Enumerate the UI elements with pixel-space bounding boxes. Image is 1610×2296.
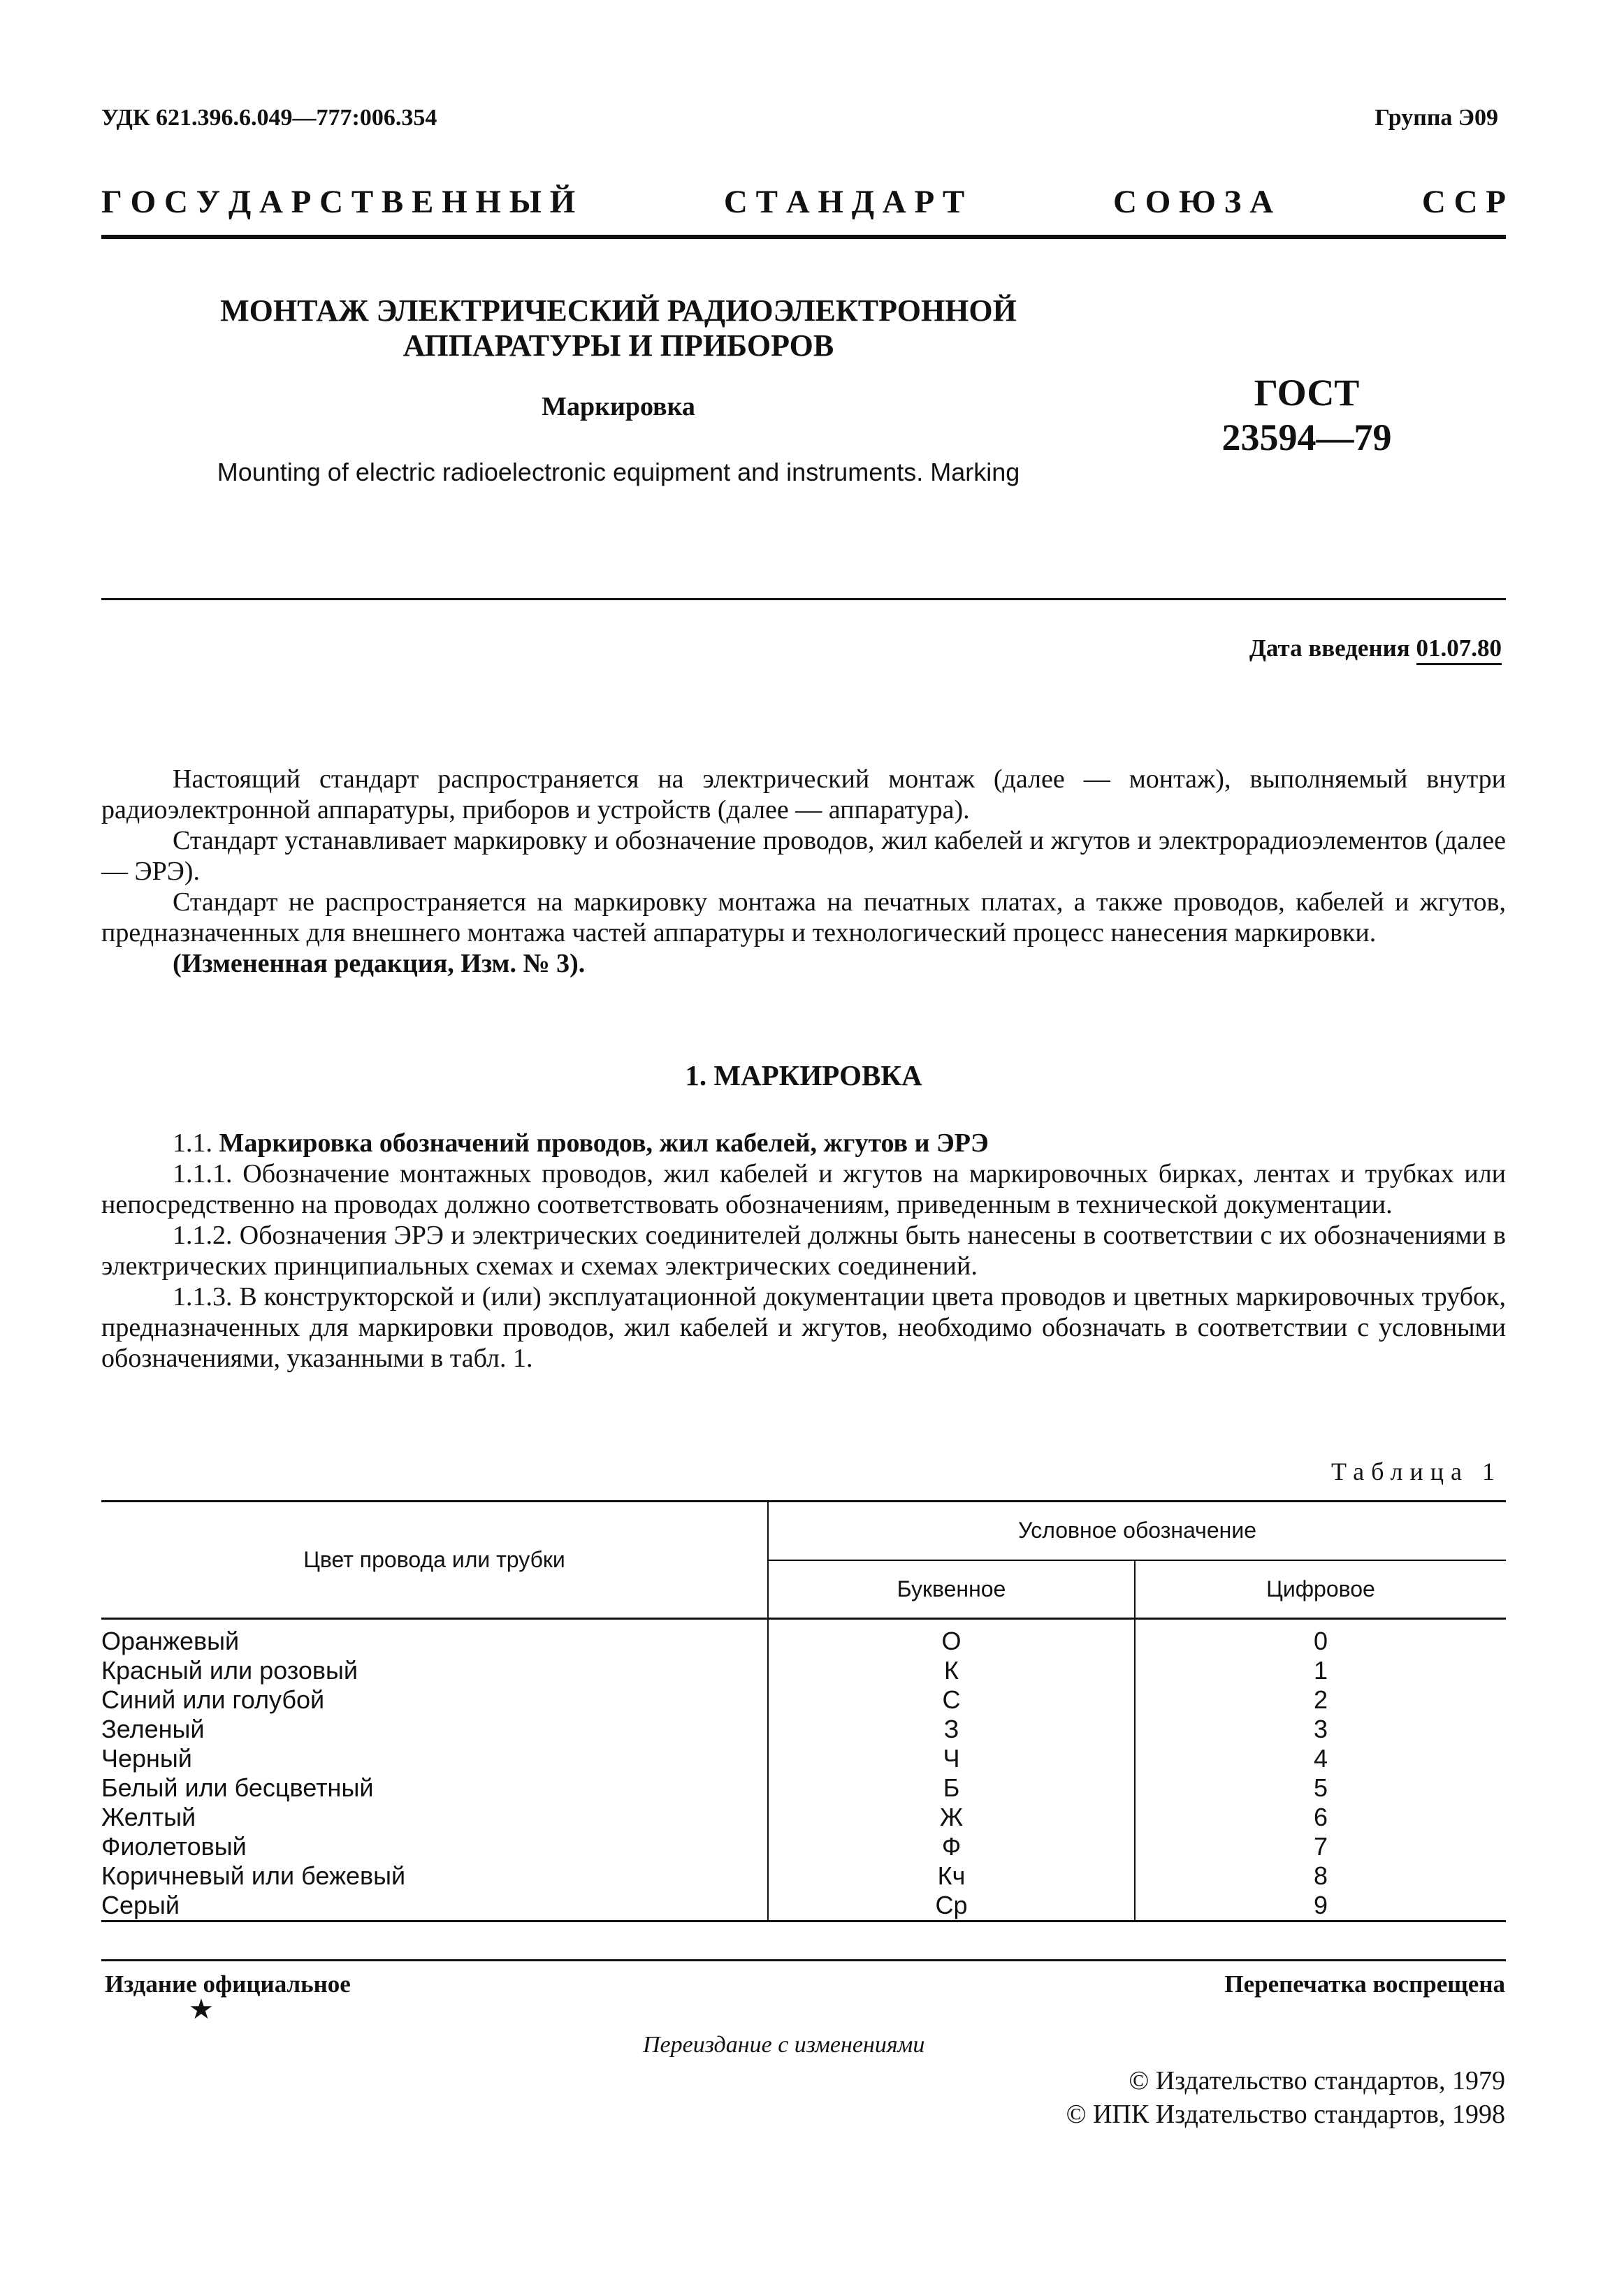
cell-color: Серый <box>101 1891 768 1921</box>
cell-digit: 4 <box>1313 1744 1328 1773</box>
gost-number-block <box>1188 370 1426 460</box>
header-rule <box>101 235 1506 239</box>
clause: 1.1.1. Обозначение монтажных проводов, жил кабелей и жгутов на маркировочных бирках, лентах и трубках или непосредственно на проводах должно соответствовать обозначениям, приведенным в технической документации. <box>101 1159 1506 1219</box>
subsection-number: 1.1. <box>173 1128 212 1158</box>
intro-date <box>1249 634 1502 662</box>
cell-digit: 2 <box>1313 1685 1328 1714</box>
cell-letter: К <box>768 1656 1135 1685</box>
cell-color: Красный или розовый <box>101 1656 768 1685</box>
subsection-heading <box>101 1128 1506 1158</box>
section-text <box>101 1128 1506 1374</box>
cell-letter: Кч <box>768 1861 1135 1891</box>
english-title: Mounting of electric radioelectronic equipment and instruments. Marking <box>217 458 1020 486</box>
cell-letter: О <box>768 1619 1135 1657</box>
title-line-1: МОНТАЖ ЭЛЕКТРИЧЕСКИЙ РАДИОЭЛЕКТРОННОЙ <box>220 293 1017 328</box>
cell-digit: 3 <box>1313 1715 1328 1743</box>
cell-digit: 5 <box>1313 1773 1328 1802</box>
cell-digit: 8 <box>1313 1861 1328 1890</box>
official-edition: Издание официальное <box>105 1970 351 1998</box>
header-color: Цвет провода или трубки <box>101 1502 768 1619</box>
heading-word: С Т А Н Д А Р Т <box>723 184 965 220</box>
cell-color: Синий или голубой <box>101 1685 768 1715</box>
reissue-note: Переиздание с изменениями <box>643 2032 925 2058</box>
heading-word: С О Ю З А <box>1113 184 1274 220</box>
cell-digit: 0 <box>1313 1627 1328 1655</box>
table-row <box>101 1773 1506 1803</box>
table-caption: Таблица 1 <box>1331 1458 1502 1485</box>
table-row <box>101 1861 1506 1891</box>
cell-color: Зеленый <box>101 1715 768 1744</box>
header-letter: Буквенное <box>768 1560 1135 1619</box>
footer-rule <box>101 1959 1506 1961</box>
state-standard-heading <box>101 183 1506 221</box>
table-row <box>101 1656 1506 1685</box>
cell-letter: Ч <box>768 1744 1135 1773</box>
cell-color: Оранжевый <box>101 1619 768 1657</box>
clause: 1.1.2. Обозначения ЭРЭ и электрических соединителей должны быть нанесены в соответствии с их обозначениями в электрических принципиальных схемах и схемах электрических соединений. <box>101 1221 1506 1281</box>
title-line-2: АППАРАТУРЫ И ПРИБОРОВ <box>402 328 834 363</box>
intro-date-label: Дата введения <box>1249 634 1410 662</box>
cell-digit: 7 <box>1313 1832 1328 1861</box>
paragraph: Стандарт устанавливает маркировку и обозначение проводов, жил кабелей и жгутов и электрорадиоэлементов (далее — ЭРЭ). <box>101 826 1506 886</box>
cell-color: Фиолетовый <box>101 1832 768 1861</box>
heading-word: С С Р <box>1421 184 1506 220</box>
cell-color: Коричневый или бежевый <box>101 1861 768 1891</box>
cell-color: Белый или бесцветный <box>101 1773 768 1803</box>
table-row <box>101 1715 1506 1744</box>
intro-text <box>101 764 1506 979</box>
amendment-note: (Измененная редакция, Изм. № 3). <box>173 949 586 978</box>
document-title <box>175 293 1062 363</box>
intro-date-value: 01.07.80 <box>1416 634 1502 665</box>
title-rule <box>101 598 1506 600</box>
subsection-title: Маркировка обозначений проводов, жил кабелей, жгутов и ЭРЭ <box>219 1128 989 1158</box>
star-icon: ★ <box>189 1993 214 2025</box>
paragraph: Настоящий стандарт распространяется на электрический монтаж (далее — монтаж), выполняемый внутри радиоэлектронной аппаратуры, приборов и устройств (далее — аппаратура). <box>101 764 1506 824</box>
color-code-table <box>101 1500 1506 1922</box>
table-row <box>101 1891 1506 1921</box>
cell-color: Черный <box>101 1744 768 1773</box>
cell-letter: Ср <box>768 1891 1135 1921</box>
paragraph: Стандарт не распространяется на маркировку монтажа на печатных платах, а также проводов, кабелей и жгутов, предназначенных для внешнего монтажа частей аппаратуры и технологический процесс нанесения маркировки. <box>101 887 1506 947</box>
gost-label: ГОСТ <box>1254 372 1360 414</box>
cell-letter: Б <box>768 1773 1135 1803</box>
cell-letter: Ф <box>768 1832 1135 1861</box>
gost-number: 23594—79 <box>1221 416 1392 458</box>
table-row <box>101 1803 1506 1832</box>
clause: 1.1.3. В конструкторской и (или) эксплуатационной документации цвета проводов и цветных маркировочных трубок, предназначенных для маркировки проводов, жил кабелей и жгутов, необходимо обозначать в соответствии с условными обозначениями, указанными в табл. 1. <box>101 1282 1506 1373</box>
copyright-1979: © Издательство стандартов, 1979 <box>1129 2066 1505 2095</box>
cell-digit: 9 <box>1135 1891 1506 1921</box>
copyright-1998: © ИПК Издательство стандартов, 1998 <box>1066 2100 1505 2129</box>
cell-letter: С <box>768 1685 1135 1715</box>
table-body <box>101 1619 1506 1921</box>
document-subtitle: Маркировка <box>542 392 695 421</box>
table-row <box>101 1832 1506 1861</box>
table-row <box>101 1619 1506 1657</box>
udk-code: УДК 621.396.6.049—777:006.354 <box>101 105 437 131</box>
cell-letter: Ж <box>768 1803 1135 1832</box>
cell-letter: З <box>768 1715 1135 1744</box>
group-code: Группа Э09 <box>1375 105 1498 131</box>
reprint-notice: Перепечатка воспрещена <box>1224 1970 1505 1998</box>
cell-color: Желтый <box>101 1803 768 1832</box>
header-designation: Условное обозначение <box>768 1502 1506 1560</box>
cell-digit: 6 <box>1313 1803 1328 1831</box>
cell-digit: 1 <box>1313 1656 1328 1685</box>
heading-word: Г О С У Д А Р С Т В Е Н Н Ы Й <box>101 184 576 220</box>
section-title: 1. МАРКИРОВКА <box>685 1059 922 1091</box>
table-row <box>101 1744 1506 1773</box>
table-row <box>101 1685 1506 1715</box>
header-digit: Цифровое <box>1135 1560 1506 1619</box>
